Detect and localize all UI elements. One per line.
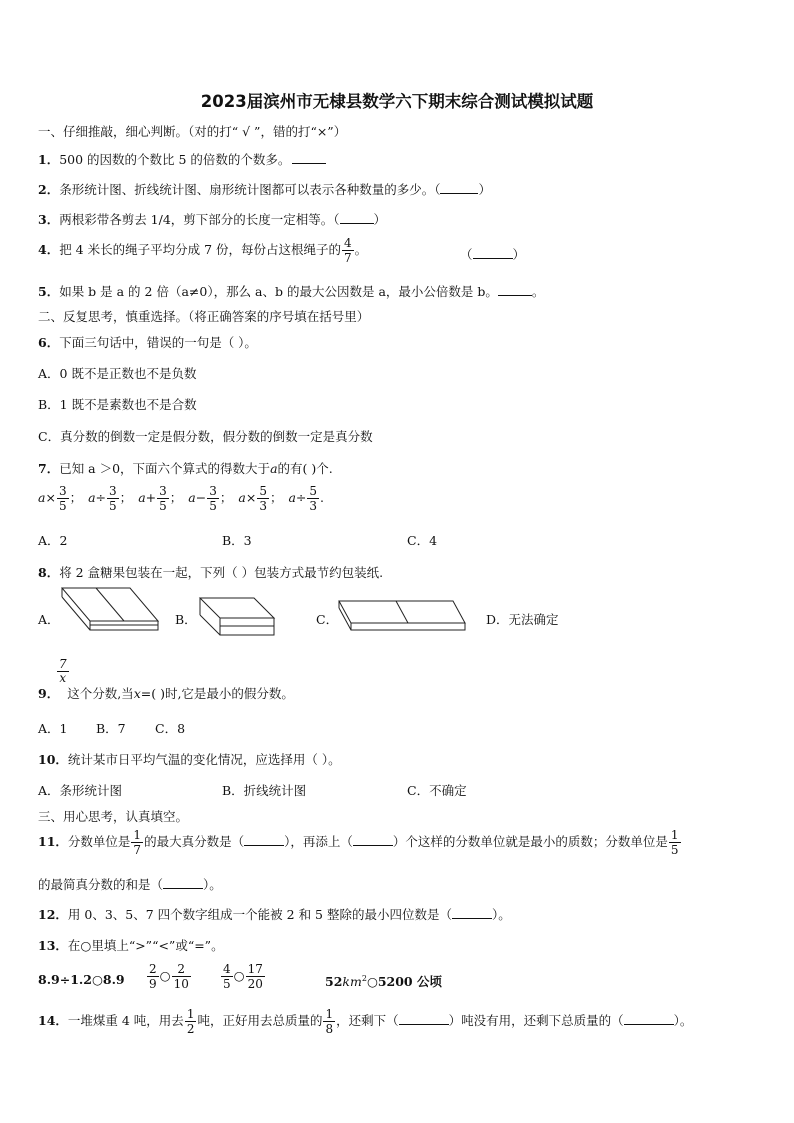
question-11-text: 的最简真分数的和是（ xyxy=(38,877,164,892)
separator: ； xyxy=(119,490,133,505)
comparison-4[interactable] xyxy=(325,972,442,990)
variable-a: a xyxy=(238,490,246,505)
expression-4 xyxy=(188,484,233,513)
option-a[interactable]: A． xyxy=(38,612,60,627)
question-1-text: 500 的因数的个数比 5 的倍数的个数多。 xyxy=(59,152,291,167)
question-10-number: 10． xyxy=(38,752,68,767)
question-6-number: 6． xyxy=(38,335,60,350)
answer-blank[interactable] xyxy=(498,283,532,296)
denominator: 5 xyxy=(109,499,117,513)
question-9-number: 9． xyxy=(38,686,60,701)
fraction xyxy=(257,484,269,513)
operator: × xyxy=(45,490,56,505)
option-c[interactable]: C．真分数的倒数一定是假分数，假分数的倒数一定是真分数 xyxy=(38,429,373,444)
question-9-text-end: =( )时,它是最小的假分数。 xyxy=(140,686,294,701)
operator: ÷ xyxy=(295,490,307,505)
answer-blank[interactable] xyxy=(163,876,203,889)
question-13-number: 13． xyxy=(38,938,68,953)
option-b[interactable]: B．3 xyxy=(222,533,252,548)
numerator: 3 xyxy=(209,484,217,498)
question-7 xyxy=(38,459,333,477)
paren-open: （ xyxy=(460,247,473,262)
value-right: ○5200 公顷 xyxy=(366,974,442,989)
question-3 xyxy=(38,210,386,228)
paren-close: ）。 xyxy=(673,1013,693,1028)
variable-a: a xyxy=(270,461,278,476)
option-c[interactable]: C．8 xyxy=(155,721,186,736)
question-11-line-2 xyxy=(38,875,222,893)
comparison-3[interactable] xyxy=(220,962,266,991)
question-13-text: 在○里填上“>”“<”或“=”。 xyxy=(67,938,224,953)
option-a[interactable]: A．1 xyxy=(38,721,68,736)
denominator: 9 xyxy=(149,977,157,991)
fraction xyxy=(207,484,219,513)
expression-6 xyxy=(288,484,325,513)
question-4-answer xyxy=(460,245,525,263)
denominator: 5 xyxy=(223,977,231,991)
section-2-heading: 二、反复思考，慎重选择。（将正确答案的序号填在括号里） xyxy=(38,309,370,324)
option-b[interactable]: B．7 xyxy=(96,721,126,736)
expression-5 xyxy=(238,484,283,513)
option-a-box-diagram[interactable] xyxy=(60,586,160,646)
question-8-text: 将 2 盒糖果包装在一起，下列（ ）包装方式最节约包装纸. xyxy=(59,565,384,580)
question-7-text-end: 的有( )个. xyxy=(277,461,333,476)
option-b-box-diagram[interactable] xyxy=(198,596,278,636)
fraction xyxy=(57,484,69,513)
fraction xyxy=(342,236,354,265)
paren-close: ）。 xyxy=(491,907,511,922)
answer-blank[interactable] xyxy=(399,1012,449,1025)
fraction xyxy=(131,828,143,857)
variable-x: x xyxy=(133,686,141,701)
numerator: 4 xyxy=(344,236,352,250)
numerator: 5 xyxy=(309,484,318,498)
exponent: 2 xyxy=(361,973,367,983)
fraction xyxy=(307,484,319,513)
compare-circle[interactable]: ○ xyxy=(233,968,245,983)
numerator: 1 xyxy=(325,1007,334,1021)
question-14-text: 一堆煤重 4 吨，用去 xyxy=(67,1013,184,1028)
option-c[interactable]: C．不确定 xyxy=(407,783,467,798)
fraction xyxy=(185,1007,197,1036)
denominator: 5 xyxy=(670,843,679,857)
question-9-fraction xyxy=(57,658,69,685)
numerator: 5 xyxy=(259,484,267,498)
fraction xyxy=(323,1007,335,1036)
question-3-number: 3． xyxy=(38,212,60,227)
answer-blank[interactable] xyxy=(292,151,326,164)
answer-blank[interactable] xyxy=(624,1012,674,1025)
separator: ； xyxy=(269,490,283,505)
question-10 xyxy=(38,750,341,768)
question-7-expressions xyxy=(38,484,330,513)
comparison-1[interactable]: 8.9÷1.2○8.9 xyxy=(38,972,125,987)
question-11-text: 分数单位是 xyxy=(67,834,131,849)
denominator: 7 xyxy=(344,251,352,265)
section-1-heading: 一、仔细推敲，细心判断。（对的打“ √ ”，错的打“×”） xyxy=(38,124,347,139)
operator: + xyxy=(145,490,157,505)
denominator: 2 xyxy=(186,1022,195,1036)
option-a[interactable]: A．条形统计图 xyxy=(38,783,123,798)
numerator: 17 xyxy=(247,962,263,976)
option-a[interactable]: A．2 xyxy=(38,533,68,548)
variable-a: a xyxy=(38,490,46,505)
operator: − xyxy=(195,490,207,505)
question-13 xyxy=(38,936,224,954)
question-3-text: 两根彩带各剪去 1/4，剪下部分的长度一定相等。（ xyxy=(59,212,340,227)
question-7-text: 已知 a ＞0，下面六个算式的得数大于 xyxy=(59,461,271,476)
question-1 xyxy=(38,150,326,168)
unit: km xyxy=(342,974,362,989)
question-14-text: ，还剩下（ xyxy=(336,1013,399,1028)
option-b[interactable]: B． xyxy=(175,612,197,627)
question-2 xyxy=(38,180,491,198)
fraction xyxy=(157,484,169,513)
question-10-text: 统计某市日平均气温的变化情况，应选择用（ ）。 xyxy=(67,752,341,767)
question-2-text: 条形统计图、折线统计图、扇形统计图都可以表示各种数量的多少。（ xyxy=(59,182,441,197)
question-4-number: 4． xyxy=(38,242,60,257)
denominator: 5 xyxy=(159,499,167,513)
question-11-text: ），再添上（ xyxy=(284,834,353,849)
expression-2 xyxy=(88,484,133,513)
option-c[interactable]: C．4 xyxy=(407,533,438,548)
expression-3 xyxy=(138,484,183,513)
option-d[interactable]: D．无法确定 xyxy=(486,612,559,627)
question-11-text: 的最大真分数是（ xyxy=(144,834,245,849)
numerator: 4 xyxy=(223,962,231,976)
answer-blank[interactable] xyxy=(340,211,374,224)
separator: . xyxy=(320,490,325,505)
question-5-text: 如果 b 是 a 的 2 倍（a≠0），那么 a、b 的最大公因数是 a，最小公倍数是 b。 xyxy=(59,284,498,299)
separator: ； xyxy=(69,490,83,505)
question-5-number: 5． xyxy=(38,284,60,299)
numerator: 7 xyxy=(59,657,67,671)
answer-blank[interactable] xyxy=(244,833,284,846)
question-14-text: ）吨没有用，还剩下总质量的（ xyxy=(448,1013,624,1028)
question-11 xyxy=(38,828,682,857)
option-b[interactable]: B．1 既不是素数也不是合数 xyxy=(38,397,197,412)
question-12 xyxy=(38,905,511,923)
numerator: 1 xyxy=(133,828,142,842)
numerator: 3 xyxy=(109,484,117,498)
question-8-number: 8． xyxy=(38,565,60,580)
variable-a: a xyxy=(288,490,296,505)
paren-close: ） xyxy=(373,212,387,227)
question-2-number: 2． xyxy=(38,182,60,197)
question-11-text: ）个这样的分数单位就是最小的质数；分数单位是 xyxy=(392,834,668,849)
question-6 xyxy=(38,333,257,351)
denominator: x xyxy=(59,671,67,685)
separator: ； xyxy=(219,490,233,505)
question-4-text: 把 4 米长的绳子平均分成 7 份，每份占这根绳子的 xyxy=(59,242,342,257)
option-a[interactable]: A．0 既不是正数也不是负数 xyxy=(38,366,197,381)
denominator: 20 xyxy=(247,977,263,991)
question-11-number: 11． xyxy=(38,834,68,849)
numerator: 3 xyxy=(58,484,67,498)
denominator: 3 xyxy=(259,499,267,513)
option-c-box-diagram[interactable] xyxy=(337,599,469,633)
question-9 xyxy=(38,684,294,702)
question-14-number: 14． xyxy=(38,1013,68,1028)
option-b[interactable]: B．折线统计图 xyxy=(222,783,307,798)
question-5 xyxy=(38,282,544,300)
question-9-text: 这个分数,当 xyxy=(67,686,134,701)
page-title: 2023届滨州市无棣县数学六下期末综合测试模拟试题 xyxy=(200,92,594,111)
paren-close: ） xyxy=(478,182,491,197)
expression-1 xyxy=(38,484,83,513)
section-3-heading: 三、用心思考，认真填空。 xyxy=(38,809,189,824)
separator: ； xyxy=(169,490,183,505)
option-c[interactable]: C． xyxy=(316,612,339,627)
fraction xyxy=(669,828,681,857)
question-12-text: 用 0、3、5、7 四个数字组成一个能被 2 和 5 整除的最小四位数是（ xyxy=(67,907,452,922)
question-6-text: 下面三句话中，错误的一句是（ ）。 xyxy=(59,335,257,350)
question-4 xyxy=(38,236,367,265)
operator: × xyxy=(245,490,257,505)
numerator: 1 xyxy=(186,1007,195,1021)
value: 52 xyxy=(325,974,343,989)
variable-a: a xyxy=(88,490,96,505)
question-1-number: 1． xyxy=(38,152,60,167)
paren-close: ）。 xyxy=(203,877,222,892)
denominator: 8 xyxy=(325,1022,334,1036)
question-7-number: 7． xyxy=(38,461,60,476)
comparison-2[interactable] xyxy=(146,962,192,991)
fraction xyxy=(107,484,119,513)
denominator: 3 xyxy=(309,499,318,513)
question-4-period: 。 xyxy=(354,242,368,257)
numerator: 3 xyxy=(159,484,167,498)
answer-blank[interactable] xyxy=(473,246,513,259)
question-8 xyxy=(38,563,383,581)
answer-blank[interactable] xyxy=(452,906,492,919)
compare-circle[interactable]: ○ xyxy=(159,968,171,983)
denominator: 5 xyxy=(209,499,217,513)
paren-close: ） xyxy=(512,247,526,262)
variable-a: a xyxy=(188,490,196,505)
question-12-number: 12． xyxy=(38,907,68,922)
numerator: 2 xyxy=(149,962,157,976)
numerator: 1 xyxy=(670,828,679,842)
numerator: 2 xyxy=(172,962,191,977)
denominator: 10 xyxy=(173,977,189,991)
question-14 xyxy=(38,1007,692,1036)
variable-a: a xyxy=(138,490,146,505)
answer-blank[interactable] xyxy=(353,833,393,846)
operator: ÷ xyxy=(95,490,107,505)
denominator: 5 xyxy=(58,499,67,513)
question-14-text: 吨，正好用去总质量的 xyxy=(197,1013,323,1028)
question-5-period: 。 xyxy=(531,284,545,299)
denominator: 7 xyxy=(133,843,142,857)
answer-blank[interactable] xyxy=(440,181,478,194)
